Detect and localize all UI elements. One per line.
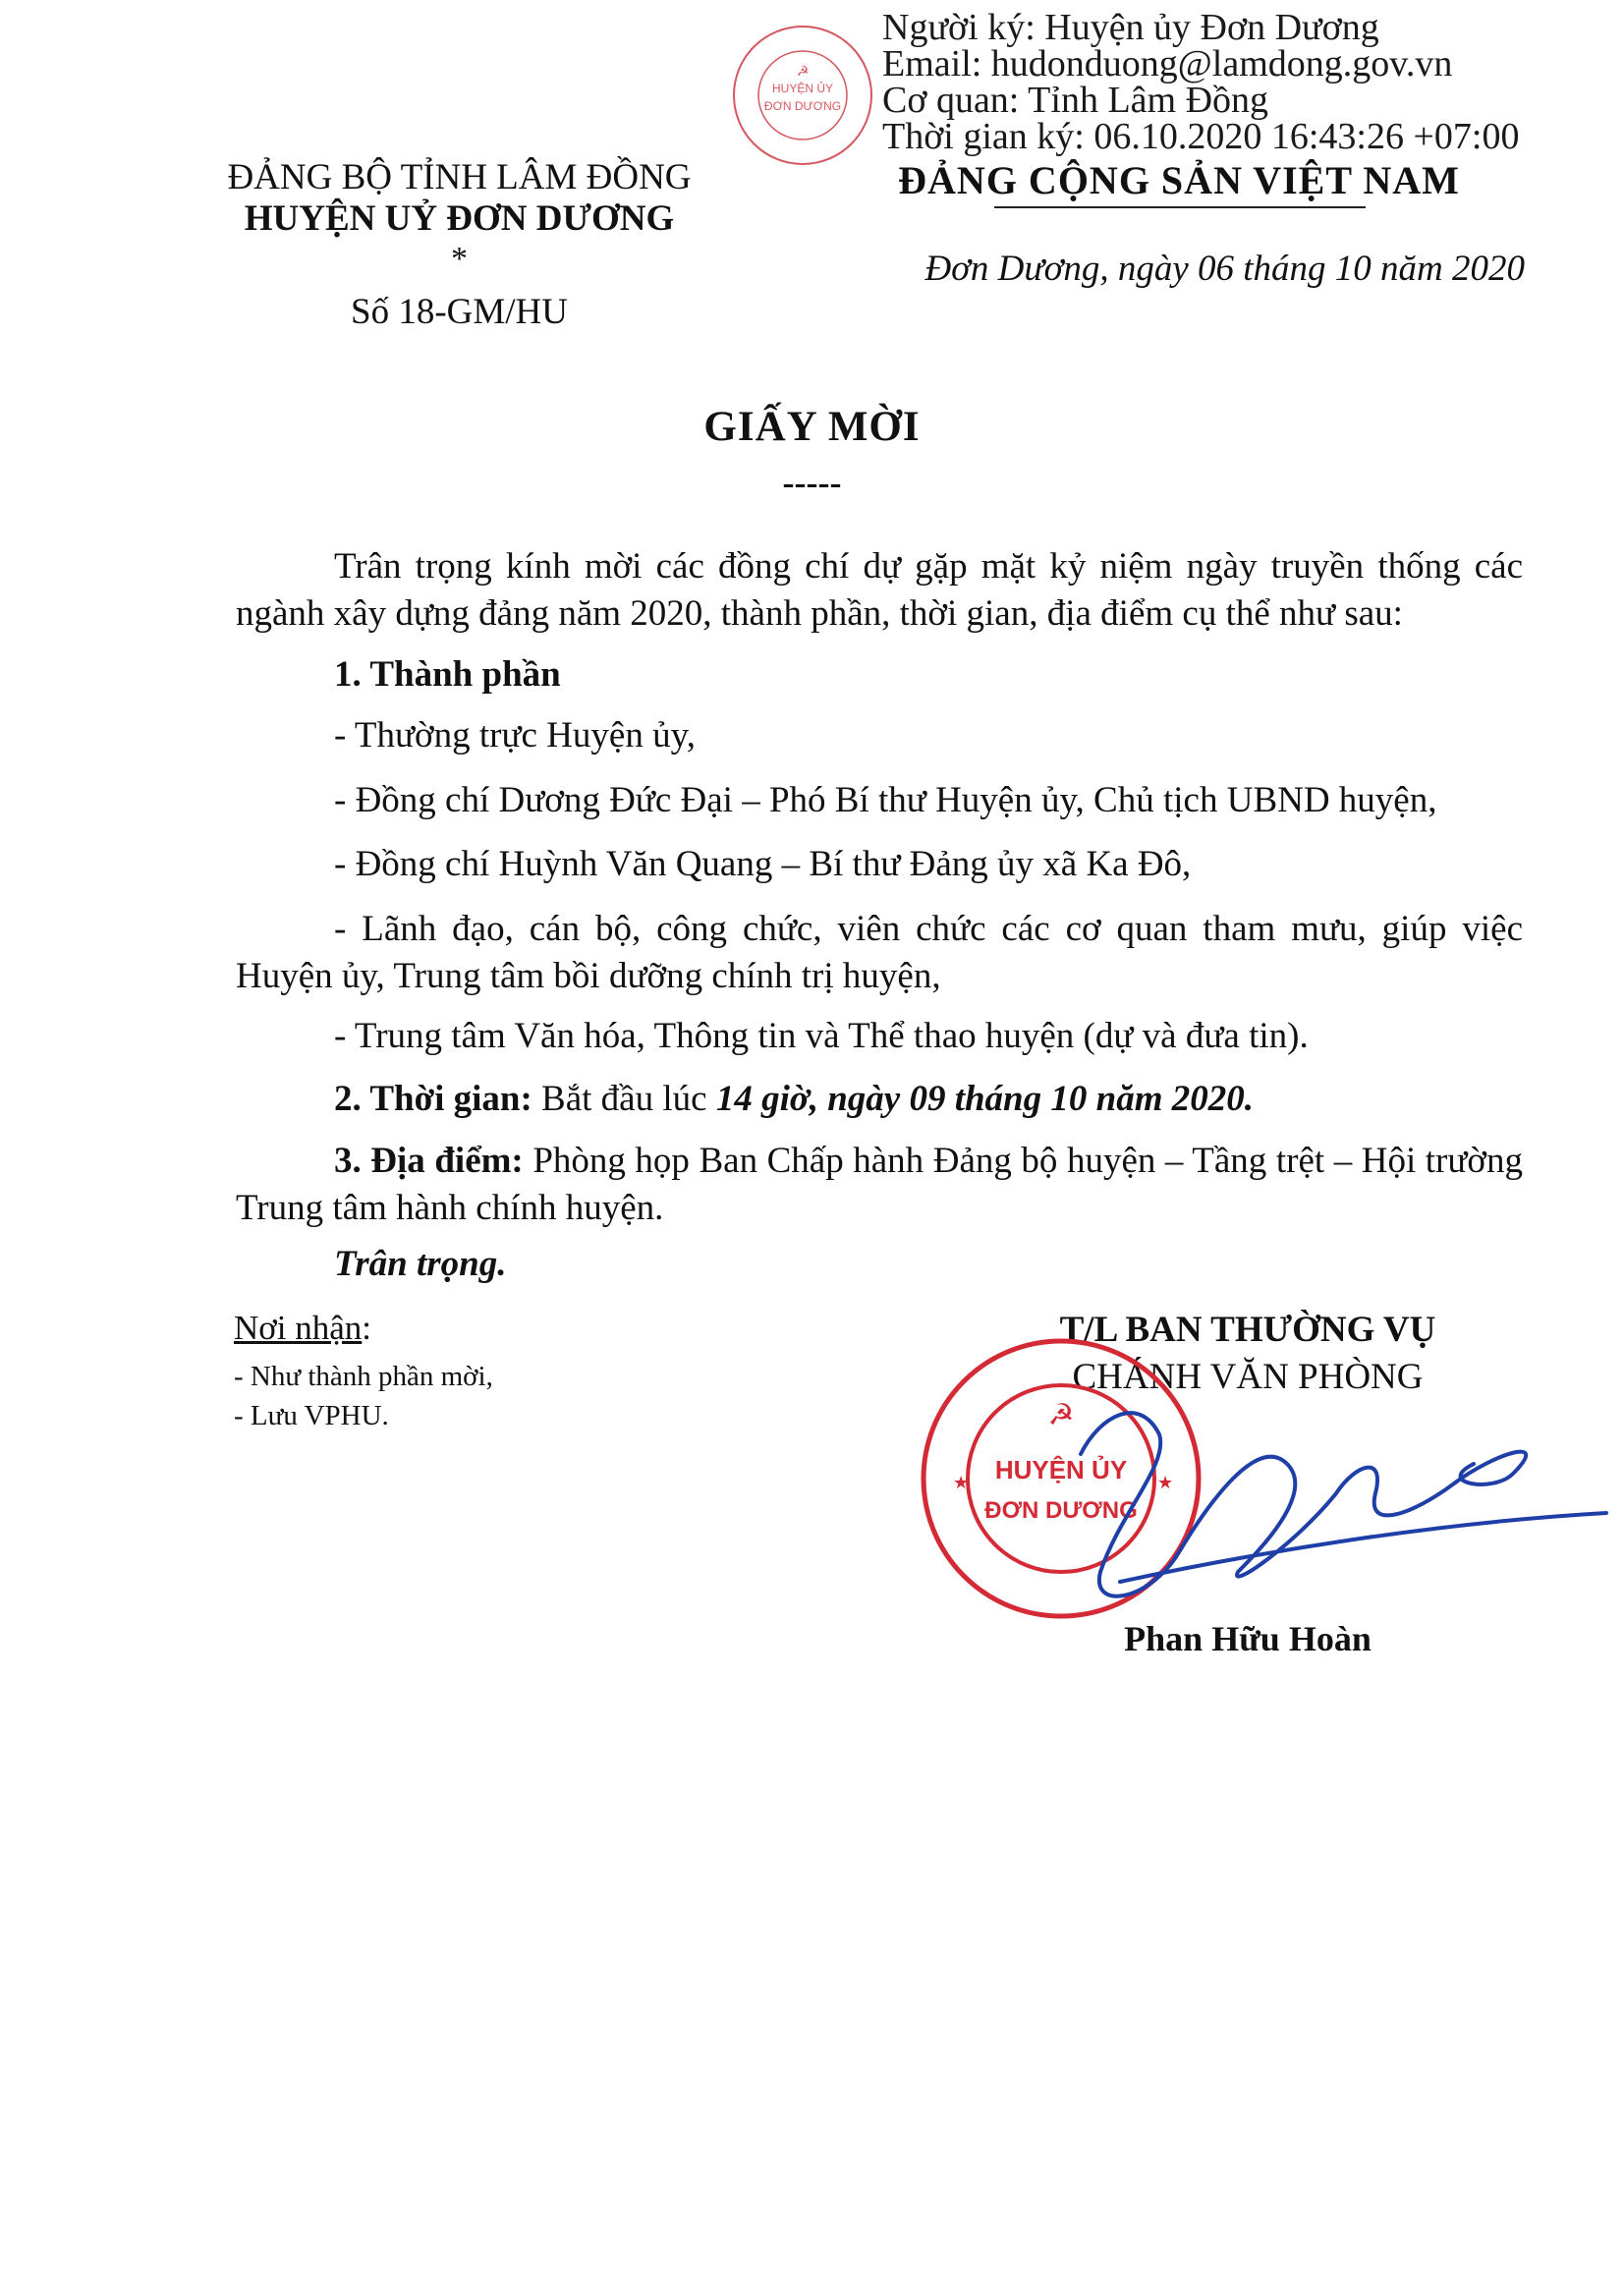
- header-star: *: [451, 241, 468, 277]
- digital-signature-info: [882, 7, 1520, 157]
- signer-name: Phan Hữu Hoàn: [1124, 1619, 1372, 1658]
- document-title: GIẤY MỜI: [703, 404, 921, 450]
- svg-text:☭: ☭: [796, 65, 810, 80]
- recipients-heading: Nơi nhận:: [234, 1309, 372, 1347]
- signer-title: CHÁNH VĂN PHÒNG: [1072, 1357, 1424, 1397]
- attendee-item: - Trung tâm Văn hóa, Thông tin và Thể thao huyện (dự và đưa tin).: [334, 1016, 1309, 1056]
- attendee-item: - Đồng chí Dương Đức Đại – Phó Bí thư Huyện ủy, Chủ tịch UBND huyện,: [334, 780, 1437, 820]
- small-party-seal-icon: [729, 22, 876, 169]
- attendee-item: - Đồng chí Huỳnh Văn Quang – Bí thư Đảng ủy xã Ka Đô,: [334, 844, 1192, 884]
- place-paragraph: 3. Địa điểm: Phòng họp Ban Chấp hành Đảng bộ huyện – Tầng trệt – Hội trường Trung tâm hành chính huyện.: [236, 1141, 1523, 1228]
- svg-text:HUYỆN ỦY: HUYỆN ỦY: [994, 1455, 1128, 1484]
- attendee-item: - Thường trực Huyện ủy,: [334, 715, 696, 756]
- svg-text:ĐƠN DƯƠNG: ĐƠN DƯƠNG: [763, 99, 842, 113]
- closing-text: Trân trọng.: [334, 1244, 507, 1284]
- org-parent: ĐẢNG BỘ TỈNH LÂM ĐỒNG: [227, 157, 692, 197]
- recipient-item: - Như thành phần mời,: [234, 1361, 493, 1392]
- title-separator: -----: [782, 463, 842, 502]
- attendee-item: - Lãnh đạo, cán bộ, công chức, viên chức các cơ quan tham mưu, giúp việc Huyện ủy, Trung tâm bồi dưỡng chính trị huyện,: [236, 909, 1523, 996]
- party-heading-underline: [994, 206, 1366, 208]
- recipient-item: - Lưu VPHU.: [234, 1400, 389, 1431]
- email-line: Email: hudonduong@lamdong.gov.vn: [882, 43, 1453, 84]
- svg-text:★: ★: [953, 1473, 970, 1492]
- party-heading: ĐẢNG CỘNG SẢN VIỆT NAM: [898, 158, 1460, 202]
- signer-line: Người ký: Huyện ủy Đơn Dương: [882, 7, 1379, 48]
- handwritten-signature-icon: [1061, 1375, 1611, 1631]
- date-line: Đơn Dương, ngày 06 tháng 10 năm 2020: [924, 249, 1525, 289]
- org-name: HUYỆN UỶ ĐƠN DƯƠNG: [244, 198, 675, 239]
- svg-text:★: ★: [1157, 1473, 1174, 1492]
- agency-line: Cơ quan: Tỉnh Lâm Đồng: [882, 80, 1269, 121]
- section-attendees-heading: 1. Thành phần: [334, 654, 561, 695]
- time-line: 2. Thời gian: Bắt đầu lúc 14 giờ, ngày 09 tháng 10 năm 2020.: [334, 1079, 1254, 1119]
- svg-text:☭: ☭: [1047, 1399, 1075, 1431]
- signing-authority: T/L BAN THƯỜNG VỤ: [1059, 1310, 1436, 1350]
- intro-paragraph: Trân trọng kính mời các đồng chí dự gặp mặt kỷ niệm ngày truyền thống các ngành xây dựng đảng năm 2020, thành phần, thời gian, địa điểm cụ thể như sau:: [236, 546, 1523, 634]
- issuing-organization: [157, 157, 761, 240]
- svg-text:ĐƠN DƯƠNG: ĐƠN DƯƠNG: [984, 1497, 1138, 1524]
- svg-text:HUYỆN ỦY: HUYỆN ỦY: [771, 82, 834, 95]
- document-number: Số 18-GM/HU: [351, 292, 568, 332]
- signed-time-line: Thời gian ký: 06.10.2020 16:43:26 +07:00: [882, 116, 1520, 157]
